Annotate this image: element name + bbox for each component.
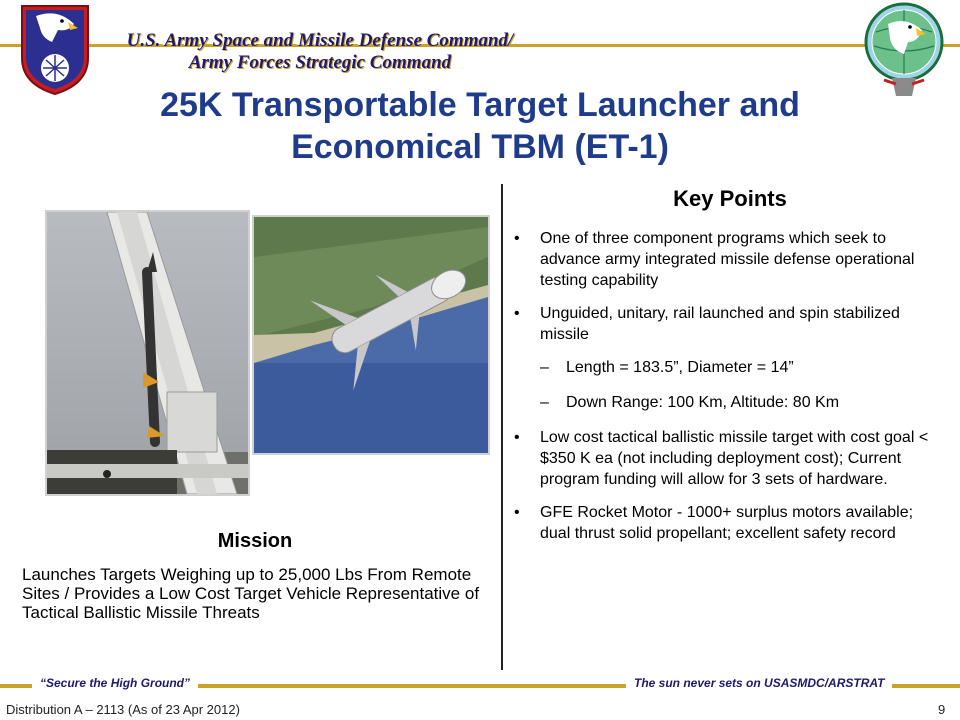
key-point-sub-text: Down Range: 100 Km, Altitude: 80 Km (566, 394, 840, 411)
missile-rendering-photo (252, 215, 490, 455)
org-title-line2: Army Forces Strategic Command (188, 52, 452, 73)
sub-list-item (514, 357, 944, 378)
column-divider (501, 184, 503, 670)
key-point-text: Unguided, unitary, rail launched and spin stabilized missile (540, 305, 900, 343)
bullet-icon: • (514, 230, 520, 247)
mission-heading: Mission (217, 530, 293, 552)
page-number: 9 (938, 702, 946, 717)
organization-title (105, 30, 535, 74)
launcher-photo (45, 210, 250, 496)
list-item (514, 303, 944, 345)
key-point-text: GFE Rocket Motor - 1000+ surplus motors available; dual thrust solid propellant; excellent safety record (540, 504, 914, 542)
list-item (514, 427, 944, 490)
dash-bullet-icon: – (540, 394, 549, 411)
bullet-icon: • (514, 429, 520, 446)
list-item (514, 228, 944, 291)
org-title-line1: U.S. Army Space and Missile Defense Command/ (126, 30, 514, 51)
slide-title-line2: Economical TBM (ET-1) (291, 128, 669, 166)
bullet-icon: • (514, 305, 520, 322)
key-point-sub-text: Length = 183.5”, Diameter = 14” (566, 359, 794, 376)
key-points-heading: Key Points (673, 186, 787, 211)
dash-bullet-icon: – (540, 359, 549, 376)
slide-title (60, 84, 900, 168)
distribution-statement: Distribution A – 2113 (As of 23 Apr 2012) (6, 702, 240, 717)
list-item (514, 502, 944, 544)
mission-text: Launches Targets Weighing up to 25,000 Lbs From Remote Sites / Provides a Low Cost Target Vehicle Representative of Tactical Ballistic Missile Threats (22, 565, 480, 622)
footer-motto: The sun never sets on USASMDC/ARSTRAT (626, 676, 892, 690)
key-point-text: One of three component programs which seek to advance army integrated missile defense operational testing capability (540, 230, 915, 289)
footer-slogan: “Secure the High Ground” (32, 676, 198, 690)
bullet-icon: • (514, 504, 520, 521)
smdc-eagle-shield-icon (18, 2, 92, 96)
slide-title-line1: 25K Transportable Target Launcher and (160, 86, 800, 124)
sub-list-item (514, 392, 944, 413)
key-points-list (514, 228, 944, 556)
key-point-text: Low cost tactical ballistic missile target with cost goal < $350 K ea (not including deployment cost); Current program funding will allow for 3 sets of hardware. (540, 429, 929, 488)
